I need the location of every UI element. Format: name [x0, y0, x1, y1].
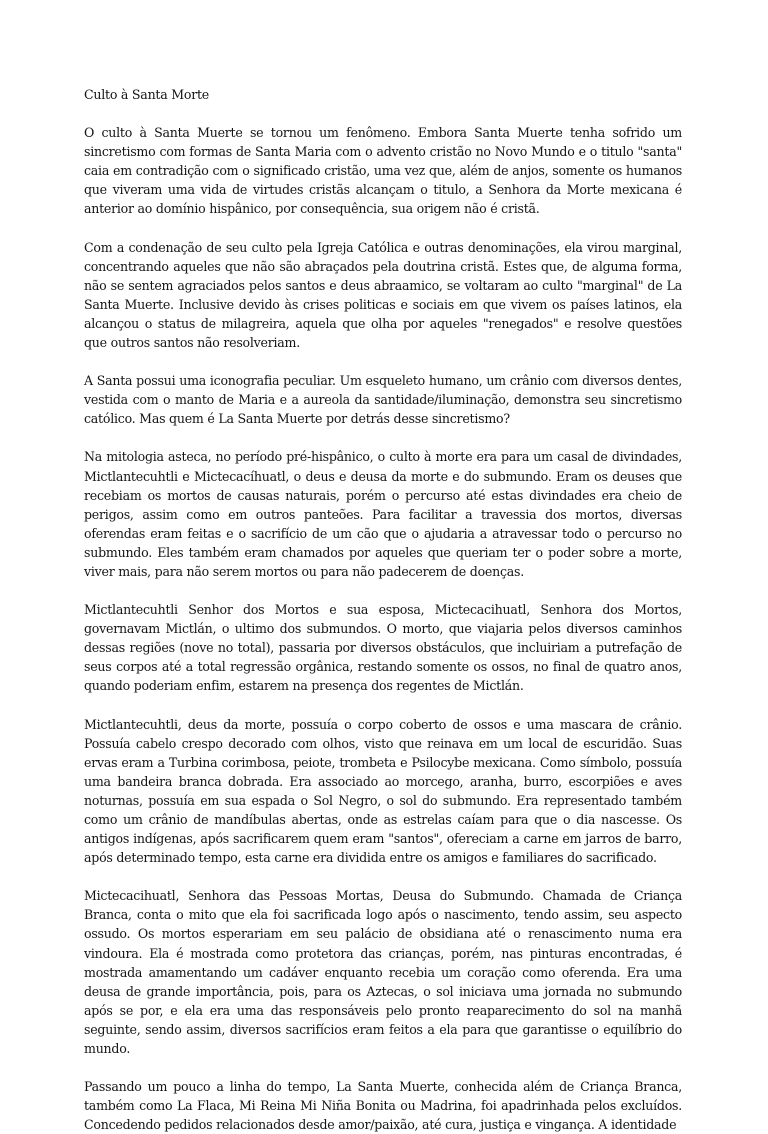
paragraph-2: Com a condenação de seu culto pela Igreja Católica e outras denominações, ela virou marginal, concentrando aqueles que não são abraçados pela doutrina cristã. Estes que, de alguma forma, não se sentem agraciados pelos santos e deus abraamico, se voltaram ao culto "marginal" de La Santa Muerte. Inclusive devido às crises politicas e sociais em que vivem os países latinos, ela alcançou o status de milagreira, aquela que olha por aqueles "renegados" e resolve questões que outros santos não resolveriam. [84, 239, 682, 351]
document-title: Culto à Santa Morte [84, 87, 210, 102]
document-page [84, 85, 682, 1134]
paragraph-7: Mictecacihuatl, Senhora das Pessoas Mortas, Deusa do Submundo. Chamada de Criança Branca, conta o mito que ela foi sacrificada logo após o nascimento, tendo assim, seu aspecto ossudo. Os mortos esperariam em seu palácio de obsidiana até o renascimento numa era vindoura. Ela é mostrada como protetora das crianças, porém, nas pinturas encontradas, é mostrada amamentando um cadáver enquanto recebia um coração como oferenda. Era uma deusa de grande importância, pois, para os Aztecas, o sol iniciava uma jornada no submundo após se por, e ela era uma das responsáveis pelo pronto reaparecimento do sol na manhã seguinte, sendo assim, diversos sacrifícios eram feitos a ela para que garantisse o equilíbrio do mundo. [84, 888, 682, 1057]
paragraph-4: Na mitologia asteca, no período pré-hispânico, o culto à morte era para um casal de divindades, Mictlantecuhtli e Mictecacíhuatl, o deus e deusa da morte e do submundo. Eram os deuses que recebiam os mortos de causas naturais, porém o percurso até estas divindades era cheio de perigos, assim como em outros panteões. Para facilitar a travessia dos mortos, diversas oferendas eram feitas e o sacrifício de um cão que o ajudaria a atravessar todo o percurso no submundo. Eles também eram chamados por aqueles que queriam ter o poder sobre a morte, viver mais, para não serem mortos ou para não padecerem de doenças. [84, 449, 682, 579]
paragraph-6: Mictlantecuhtli, deus da morte, possuía o corpo coberto de ossos e uma mascara de crânio. Possuía cabelo crespo decorado com olhos, visto que reinava em um local de escuridão. Suas ervas eram a Turbina corimbosa, peiote, trombeta e Psilocybe mexicana. Como símbolo, possuía uma bandeira branca dobrada. Era associado ao morcego, aranha, burro, escorpiões e aves noturnas, possuía em sua espada o Sol Negro, o sol do submundo. Era representado também como um crânio de mandíbulas abertas, onde as estrelas caíam para que o dia nascesse. Os antigos indígenas, após sacrificarem quem eram "santos", ofereciam a carne em jarros de barro, após determinado tempo, esta carne era dividida entre os amigos e familiares do sacrificado. [84, 716, 682, 866]
paragraph-3: A Santa possui uma iconografia peculiar. Um esqueleto humano, um crânio com diversos dentes, vestida com o manto de Maria e a aureola da santidade/iluminação, demonstra seu sincretismo católico. Mas quem é La Santa Muerte por detrás desse sincretismo? [84, 373, 682, 427]
paragraph-1: O culto à Santa Muerte se tornou um fenômeno. Embora Santa Muerte tenha sofrido um sincretismo com formas de Santa Maria com o advento cristão no Novo Mundo e o titulo "santa" caia em contradição com o significado cristão, uma vez que, além de anjos, somente os humanos que viveram uma vida de virtudes cristãs alcançam o titulo, a Senhora da Morte mexicana é anterior ao domínio hispânico, por consequência, sua origem não é cristã. [84, 125, 682, 217]
paragraph-5: Mictlantecuhtli Senhor dos Mortos e sua esposa, Mictecacihuatl, Senhora dos Mortos, governavam Mictlán, o ultimo dos submundos. O morto, que viajaria pelos diversos caminhos dessas regiões (nove no total), passaria por diversos obstáculos, que incluiriam a putrefação de seus corpos até a total regressão orgânica, restando somente os ossos, no final de quatro anos, quando poderiam enfim, estarem na presença dos regentes de Mictlán. [84, 602, 682, 694]
paragraph-8: Passando um pouco a linha do tempo, La Santa Muerte, conhecida além de Criança Branca, também como La Flaca, Mi Reina Mi Niña Bonita ou Madrina, foi apadrinhada pelos excluídos. Concedendo pedidos relacionados desde amor/paixão, até cura, justiça e vingança. A identidade [84, 1079, 682, 1133]
